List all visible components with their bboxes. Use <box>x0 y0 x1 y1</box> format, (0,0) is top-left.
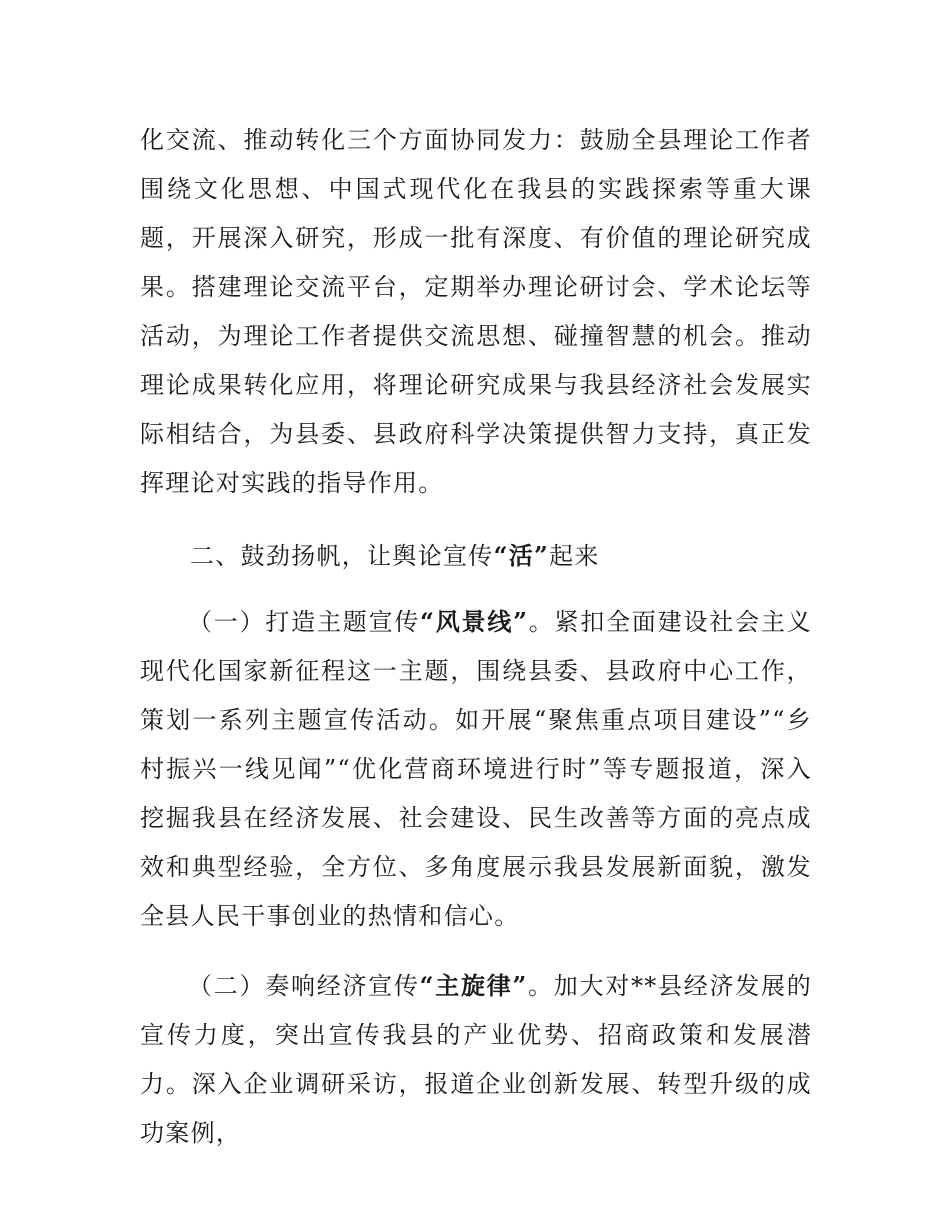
paragraph-keyword: “主旋律” <box>419 971 528 1000</box>
paragraph-economic-publicity <box>140 961 812 1158</box>
section-heading <box>190 531 600 581</box>
section-heading-suffix: 起来 <box>549 542 600 570</box>
section-heading-prefix: 二、鼓劲扬帆，让舆论宣传 <box>190 542 494 570</box>
paragraph-theme-publicity <box>140 597 812 941</box>
paragraph-text: 。紧扣全面建设社会主义现代化国家新征程这一主题，围绕县委、县政府中心工作，策划一系列主题宣传活动。如开展“聚焦重点项目建设”“乡村振兴一线见闻”“优化营商环境进行时”等专题报道，深入挖掘我县在经济发展、社会建设、民生改善等方面的亮点成效和典型经验，全方位、多角度展示我县发展新面貌，激发全县人民干事创业的热情和信心。 <box>140 608 812 930</box>
section-heading-keyword: “活” <box>493 541 550 570</box>
paragraph-keyword: “风景线” <box>420 607 529 636</box>
paragraph-prefix: （一）打造主题宣传 <box>188 608 421 636</box>
paragraph-prefix: （二）奏响经济宣传 <box>188 972 420 1000</box>
paragraph-continued: 化交流、推动转化三个方面协同发力：鼓励全县理论工作者围绕文化思想、中国式现代化在我县的实践探索等重大课题，开展深入研究，形成一批有深度、有价值的理论研究成果。搭建理论交流平台，定期举办理论研讨会、学术论坛等活动，为理论工作者提供交流思想、碰撞智慧的机会。推动理论成果转化应用，将理论研究成果与我县经济社会发展实际相结合，为县委、县政府科学决策提供智力支持，真正发挥理论对实践的指导作用。 <box>140 126 812 497</box>
paragraph-text: 。加大对**县经济发展的宣传力度，突出宣传我县的产业优势、招商政策和发展潜力。深入企业调研采访，报道企业创新发展、转型升级的成功案例， <box>140 972 812 1147</box>
